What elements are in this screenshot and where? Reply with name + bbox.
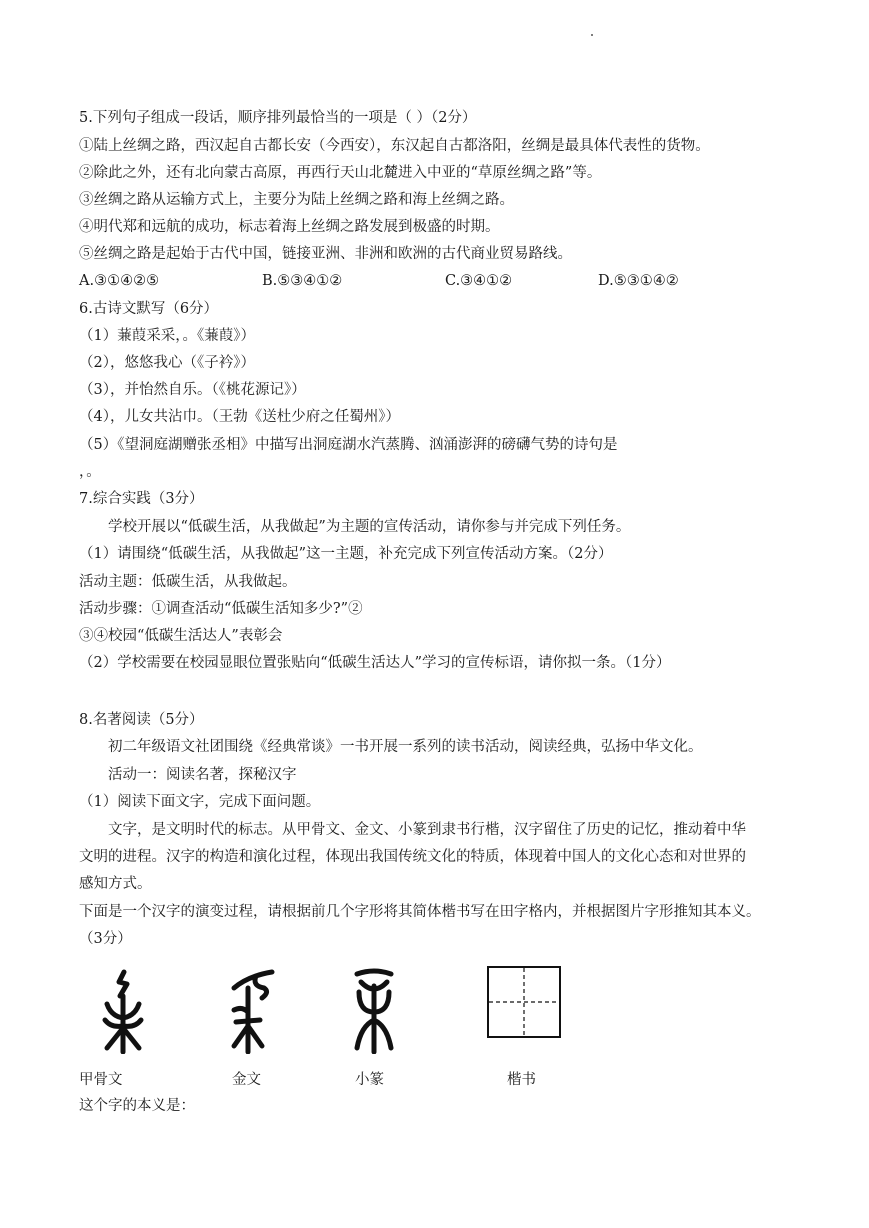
q8-passage-4: 下面是一个汉字的演变过程，请根据前几个字形将其简体楷书写在田字格内，并根据图片字形推知其本义。 — [79, 904, 761, 920]
q5-option-b[interactable]: B.⑤③④①② — [262, 273, 343, 289]
q6-line-3: （3），并怡然自乐。（《桃花源记》） — [79, 382, 306, 398]
q8-intro: 初二年级语文社团围绕《经典常谈》一书开展一系列的读书活动，阅读经典，弘扬中华文化。 — [108, 739, 703, 755]
q7-task-1: （1）请围绕“低碳生活，从我做起”这一主题，补充完成下列宣传活动方案。（2分） — [79, 546, 613, 562]
caption-bronze: 金文 — [232, 1072, 261, 1088]
q6-line-5: （5）《望洞庭湖赠张丞相》中描写出洞庭湖水汽蒸腾、汹涌澎湃的磅礴气势的诗句是 — [79, 437, 618, 453]
q8-passage-2: 文明的进程。汉字的构造和演化过程，体现出我国传统文化的特质，体现着中国人的文化心态和对世界的 — [79, 849, 746, 865]
caption-small-seal: 小篆 — [355, 1072, 384, 1088]
q7-task-2: （2）学校需要在校园显眼位置张贴向“低碳生活达人”学习的宣传标语，请你拟一条。（1分） — [79, 655, 671, 671]
q6-line-6: ，。 — [79, 464, 101, 480]
q8-title: 8.名著阅读（5分） — [79, 712, 204, 728]
q5-option-c[interactable]: C.③④①② — [445, 273, 513, 289]
bronze-script-glyph — [226, 966, 278, 1054]
q6-title: 6.古诗文默写（6分） — [79, 301, 219, 317]
caption-oracle-bone: 甲骨文 — [79, 1072, 123, 1088]
q5-sentence-1: ①陆上丝绸之路，西汉起自古都长安（今西安），东汉起自古都洛阳，丝绸是最具体代表性的货物。 — [79, 138, 710, 154]
q8-answer-prompt: 这个字的本义是： — [79, 1098, 195, 1114]
caption-regular-script: 楷书 — [507, 1072, 536, 1088]
q5-option-d[interactable]: D.⑤③①④② — [598, 273, 679, 289]
q8-activity: 活动一：阅读名著，探秘汉字 — [108, 767, 297, 783]
q8-passage-5: （3分） — [79, 931, 132, 947]
q7-steps-2: ③④校园“低碳生活达人”表彰会 — [79, 628, 283, 644]
q6-line-4: （4），儿女共沾巾。（王勃《送杜少府之任蜀州》） — [79, 409, 400, 425]
q5-title: 5.下列句子组成一段话，顺序排列最恰当的一项是（ ）（2分） — [79, 110, 477, 126]
q8-passage-1: 文字，是文明时代的标志。从甲骨文、金文、小篆到隶书行楷，汉字留住了历史的记忆，推动着中华 — [108, 822, 746, 838]
q5-sentence-2: ②除此之外，还有北向蒙古高原，再西行天山北麓进入中亚的“草原丝绸之路”等。 — [79, 165, 602, 181]
q5-sentence-3: ③丝绸之路从运输方式上，主要分为陆上丝绸之路和海上丝绸之路。 — [79, 192, 514, 208]
q8-task-1: （1）阅读下面文字，完成下面问题。 — [79, 794, 321, 810]
q6-line-1: （1）蒹葭采采，。《蒹葭》） — [79, 328, 255, 344]
q7-steps: 活动步骤：①调查活动“低碳生活知多少?”② — [79, 601, 363, 617]
q6-line-2: （2），悠悠我心（《子衿》） — [79, 355, 255, 371]
tianzige-grid[interactable] — [487, 966, 561, 1038]
small-seal-glyph — [351, 966, 397, 1054]
q7-title: 7.综合实践（3分） — [79, 491, 204, 507]
oracle-bone-glyph — [97, 966, 147, 1054]
q5-option-a[interactable]: A.③①④②⑤ — [79, 273, 160, 289]
page-dot — [591, 34, 593, 36]
q5-sentence-5: ⑤丝绸之路是起始于古代中国，链接亚洲、非洲和欧洲的古代商业贸易路线。 — [79, 246, 572, 262]
q7-theme: 活动主题：低碳生活，从我做起。 — [79, 574, 297, 590]
q5-sentence-4: ④明代郑和远航的成功，标志着海上丝绸之路发展到极盛的时期。 — [79, 219, 500, 235]
q7-intro: 学校开展以“低碳生活，从我做起”为主题的宣传活动，请你参与并完成下列任务。 — [108, 519, 631, 535]
q8-passage-3: 感知方式。 — [79, 876, 152, 892]
